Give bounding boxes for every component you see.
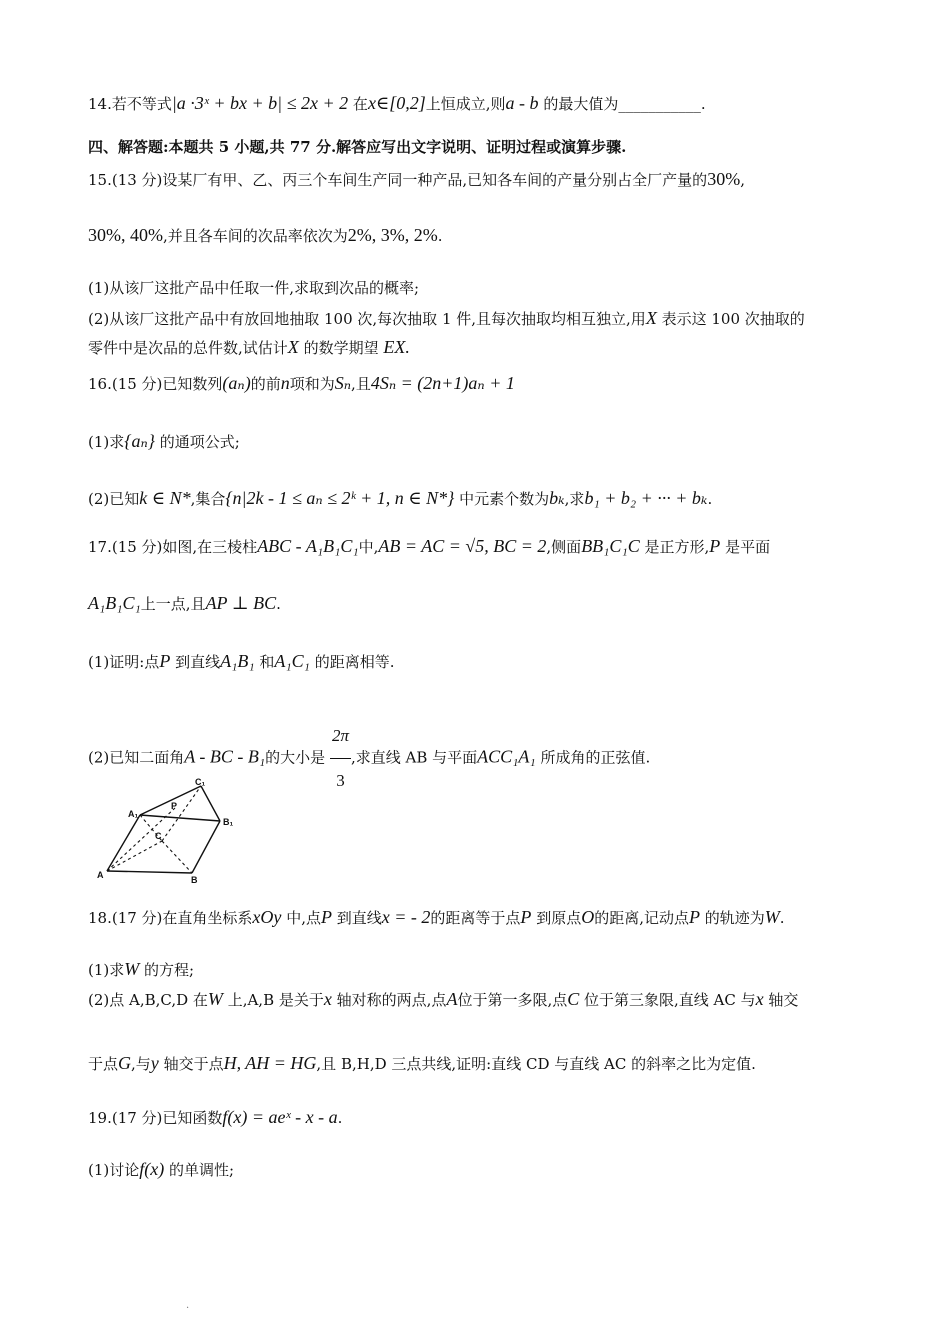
q18-l3c: 轴交于点 [163,1055,224,1073]
q18-l3a: 于点 [88,1055,119,1073]
q17-s1b: 到直线 [175,653,221,671]
q14-inequality: |a ·3ˣ + bx + b| ≤ 2x + 2 [171,93,349,113]
q16-l1b: 的前 [250,375,281,393]
q17-dihedral: A - BC - B₁ [184,746,266,767]
q17-l1d: 是正方形, [644,538,710,556]
q18-A: A [446,989,458,1009]
q18-l1e: 到原点 [536,909,582,927]
q18-P: P [320,907,332,927]
q17-s1c: 和 [259,653,275,671]
q18-P3: P [689,907,700,927]
q15-p1: 30% [707,169,741,189]
q15-sub2b [88,336,880,359]
q17-frac-num: 2π [330,714,351,759]
q18-G: G [118,1053,132,1073]
q15-sub1: (1)从该厂这批产品中任取一件,求取到次品的概率; [88,279,420,297]
q18-C: C [567,989,580,1009]
q18-sub1 [88,958,880,981]
q17-frac-den: 3 [336,771,345,790]
q16-s2d: ,求 [564,490,585,508]
q16-Sn: Sₙ [334,373,352,393]
q16-sub2 [88,487,880,510]
q19-fx: f(x) [139,1159,165,1179]
q16-sum: b₁ + b₂ + ··· + bₖ [584,488,708,508]
q17-perp: AP ⊥ BC [205,593,277,613]
q17-s2c: ,求直线 AB 与平面 [351,748,478,767]
q17-s2a: (2)已知二面角 [88,748,185,767]
q17-prism: ABC - A₁B₁C₁ [257,536,359,556]
q17-line1 [88,535,880,558]
q15-line2 [88,224,880,247]
q15-text: 15.(13 分)设某厂有甲、乙、丙三个车间生产同一种产品,已知各车间的产量分别占全厂产量的 [88,171,708,189]
q18-s2b: 上,A,B 是关于 [227,991,324,1009]
q18-l1d: 的距离等于点 [430,909,521,927]
q18-hah: H, AH = HG [223,1053,317,1073]
q15-line1 [88,168,880,191]
q15-p2: 30%, 40% [88,225,163,245]
q18-line1 [88,906,880,929]
q18-W2: W [124,959,140,979]
q16-l1d: ,且 [351,375,371,393]
q19-s1b: 的单调性; [169,1161,235,1179]
q15-period: . [437,227,443,245]
q16-l1c: 项和为 [289,375,335,393]
q18-x: x [323,989,332,1009]
q16-k: k ∈ N* [139,488,191,508]
q19-l1b: . [337,1109,343,1127]
q15-s2a: (2)从该厂这批产品中有放回地抽取 100 次,每次抽取 1 件,且每次抽取均相互独立,用 [88,310,646,328]
q18-x2: x [755,989,764,1009]
label-A1: A₁ [128,809,139,819]
q18-P2: P [520,907,532,927]
q18-W3: W [207,989,223,1009]
q15-X2: X [287,337,299,357]
q18-l1g: 的轨迹为 [704,909,765,927]
q17-l1a: 17.(15 分)如图,在三棱柱 [88,538,258,556]
q17-s1d: 的距离相等. [314,653,395,671]
q17-l1c: ,侧面 [546,538,582,556]
q16-l1a: 16.(15 分)已知数列 [88,375,223,393]
q17-plane: A₁B₁C₁ [88,593,141,613]
prism-figure [95,775,255,885]
q14-domain: x∈[0,2] [367,93,426,113]
q18-O: O [581,907,595,927]
q17-P: P [709,536,721,556]
q18-l1f: 的距离,记动点 [594,909,689,927]
q18-s2c: 轴对称的两点,点 [336,991,447,1009]
q18-s2d: 位于第一多限,点 [457,991,568,1009]
q18-l3b: ,与 [131,1055,151,1073]
label-A: A [97,870,104,880]
q17-s2d: 所成角的正弦值. [540,748,651,767]
q18-l3d: ,且 B,H,D 三点共线,证明:直线 CD 与直线 AC 的斜率之比为定值. [316,1055,756,1073]
q17-fraction [330,714,351,803]
q17-l1b: 中, [358,538,379,556]
q18-W: W [764,907,780,927]
q15-text2: ,并且各车间的次品率依次为 [163,227,348,245]
q14-prefix: 14.若不等式 [88,95,172,113]
q16-set: {n|2k - 1 ≤ aₙ ≤ 2ᵏ + 1, n ∈ N*} [225,488,455,508]
q18-l1b: 中,点 [286,909,321,927]
q17-line-a1b1: A₁B₁ [220,651,255,671]
q18-line3 [88,1052,880,1075]
label-C: C [155,831,162,841]
q15-s2b: 表示这 100 次抽取的 [661,310,805,328]
q17-s2b: 的大小是 [265,748,326,767]
q16-s2c: 中元素个数为 [459,490,550,508]
q18-s1b: 的方程; [144,961,195,979]
q18-s2e: 位于第三象限,直线 AC 与 [584,991,756,1009]
q17-l2b: . [276,595,281,613]
label-B: B [191,875,198,885]
q18-s1a: (1)求 [88,961,125,979]
q15-X: X [645,308,657,328]
q19-s1a: (1)讨论 [88,1161,140,1179]
q18-line: x = - 2 [381,907,431,927]
q16-s1b: 的通项公式; [159,433,240,451]
q18-xoy: xOy [252,907,282,927]
q17-eq: AB = AC = √5, BC = 2 [378,536,547,556]
q17-plane2: ACC₁A₁ [477,746,536,767]
q16-sub1 [88,430,880,453]
q17-s1a: (1)证明:点 [88,653,160,671]
q15-s2d: 的数学期望 [303,339,379,357]
q16-s2a: (2)已知 [88,490,140,508]
q15-ex: EX. [383,337,410,357]
q14-suffix: 的最大值为___________. [543,95,706,113]
q17-line-a1c1: A₁C₁ [274,651,310,671]
q16-bk: bₖ [549,488,565,508]
q15-rates: 2%, 3%, 2% [347,225,438,245]
q14-mid2: 上恒成立,则 [425,95,506,113]
q18-l1c: 到直线 [336,909,382,927]
q14-mid: 在 [352,95,368,113]
q15-s2c: 零件中是次品的总件数,试估计 [88,339,288,357]
q16-line1 [88,372,880,395]
q18-s2a: (2)点 A,B,C,D 在 [88,991,208,1009]
q17-l1e: 是平面 [725,538,771,556]
q16-s1a: (1)求 [88,433,125,451]
q16-seq2: {aₙ} [124,431,155,451]
q18-l1h: . [779,909,785,927]
label-P: P [171,801,178,811]
q19-f: f(x) = aeˣ - x - a [222,1107,338,1127]
q14-expr: a - b [505,93,539,113]
q19-line1 [88,1106,880,1129]
q19-sub1 [88,1158,880,1181]
q19-l1a: 19.(17 分)已知函数 [88,1109,223,1127]
q18-l1a: 18.(17 分)在直角坐标系 [88,909,253,927]
footer-dot: . [186,1300,190,1311]
q17-face: BB₁C₁C [581,536,640,556]
q18-sub2 [88,988,880,1011]
label-C1: C₁ [195,777,206,787]
q18-y: y [150,1053,159,1073]
label-B1: B₁ [223,817,234,827]
section-header: 四、解答题:本题共 5 小题,共 77 分.解答应写出文字说明、证明过程或演算步骤. [88,138,627,156]
q17-P2: P [159,651,171,671]
q17-l2a: 上一点,且 [140,595,206,613]
q15-comma: , [740,171,745,189]
q17-line2 [88,592,880,615]
q16-s2e: . [707,490,713,508]
q18-s2f: 轴交 [768,991,799,1009]
q16-seq: (aₙ) [222,373,251,393]
q14-line [88,92,880,115]
q15-sub2a [88,307,880,330]
q16-eq: 4Sₙ = (2n+1)aₙ + 1 [370,373,515,393]
q16-n: n [280,373,290,393]
q16-s2b: ,集合 [190,490,226,508]
q17-sub1 [88,650,880,673]
